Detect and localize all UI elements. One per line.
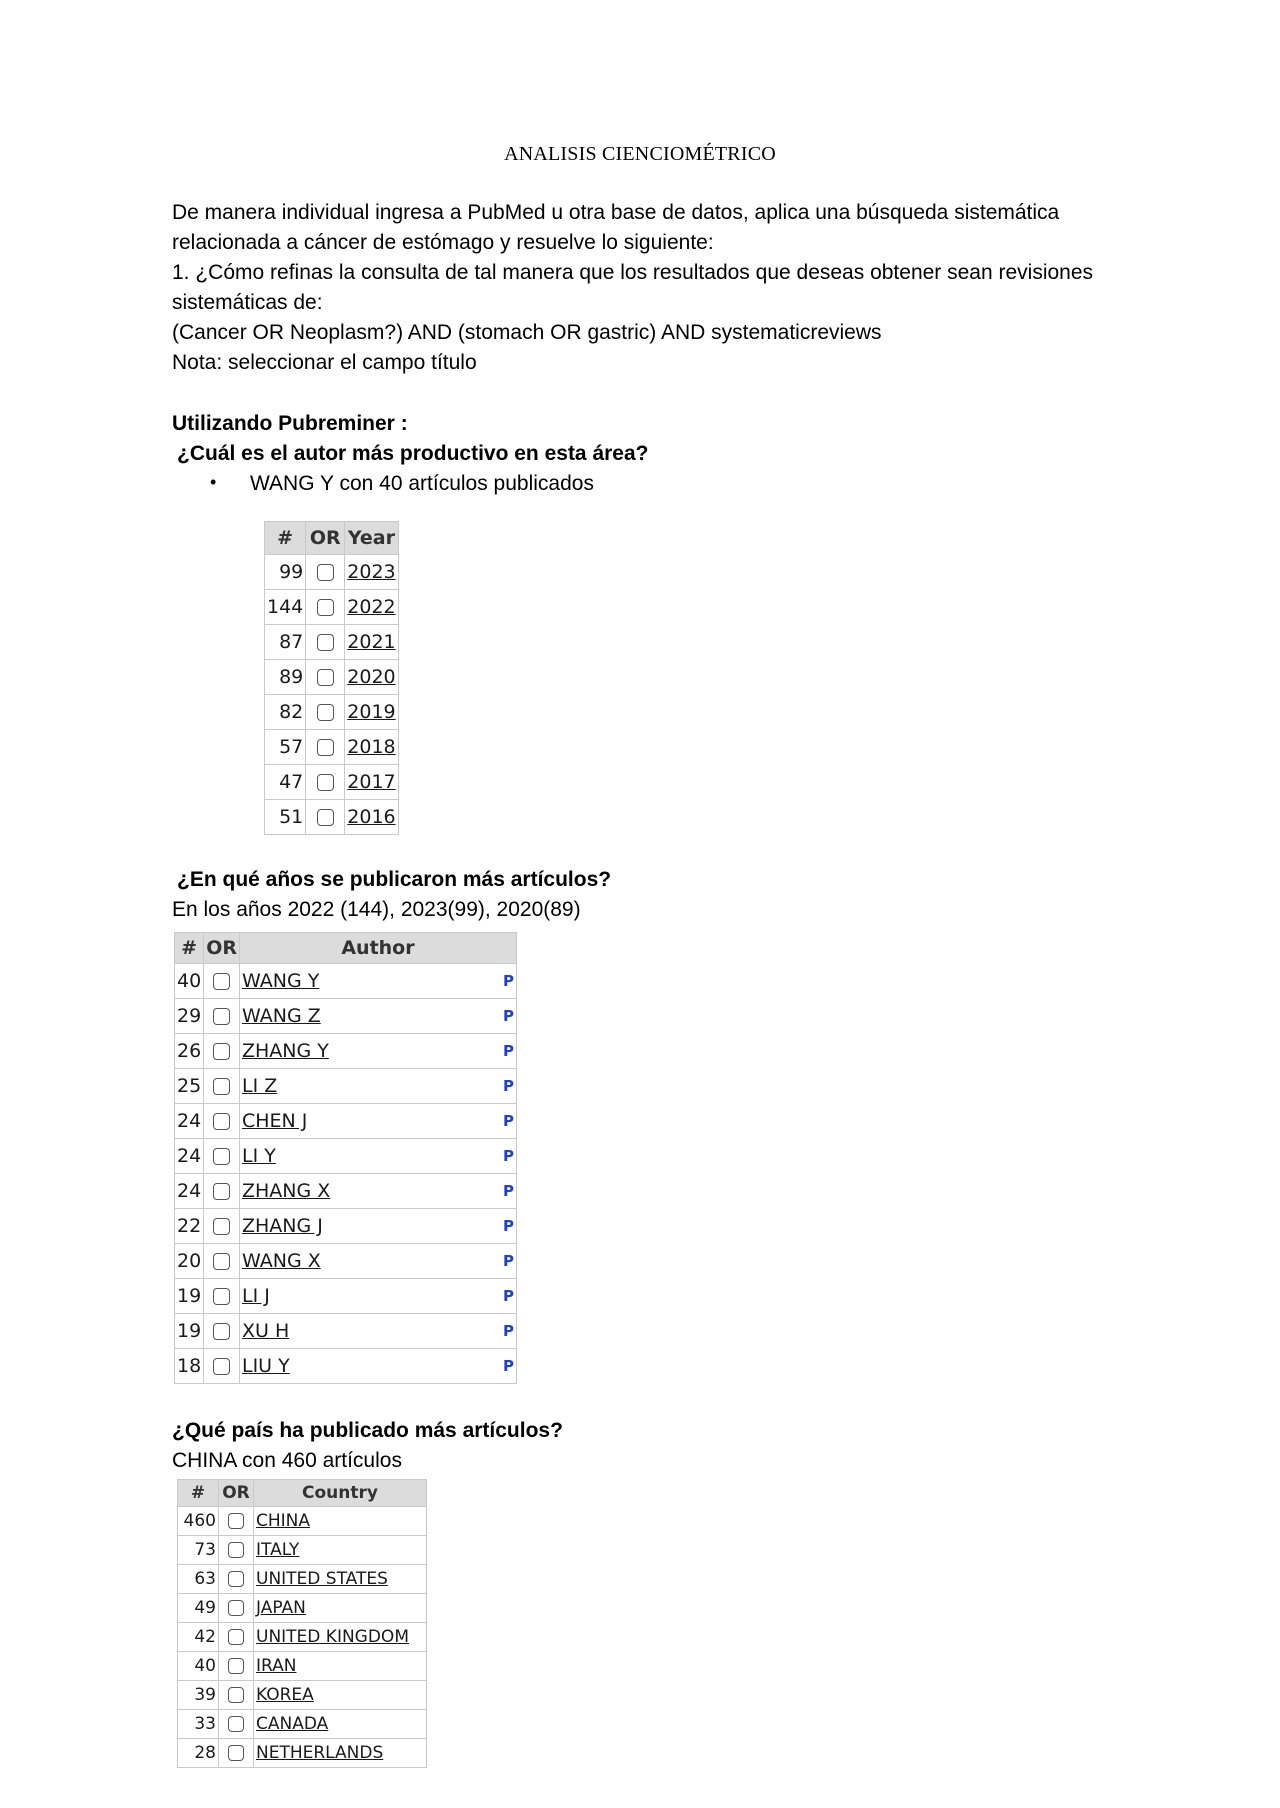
- or-checkbox-cell: [204, 999, 240, 1034]
- author-link[interactable]: WANG Y: [241, 970, 320, 992]
- table-row: [265, 695, 399, 730]
- year-cell: [345, 695, 398, 730]
- table-row: [178, 1710, 427, 1739]
- or-checkbox[interactable]: [317, 809, 334, 826]
- pubmed-link[interactable]: P: [477, 1104, 517, 1139]
- or-checkbox[interactable]: [213, 1323, 230, 1340]
- table-row: [265, 555, 399, 590]
- or-checkbox-cell: [306, 625, 345, 660]
- or-checkbox[interactable]: [317, 739, 334, 756]
- author-link[interactable]: CHEN J: [241, 1110, 308, 1132]
- year-cell: [345, 765, 398, 800]
- author-link[interactable]: LI Z: [241, 1075, 278, 1097]
- or-checkbox-cell: [204, 1174, 240, 1209]
- count-cell: 25: [175, 1069, 204, 1104]
- author-link[interactable]: WANG Z: [241, 1005, 321, 1027]
- author-cell: [239, 999, 476, 1034]
- or-checkbox[interactable]: [228, 1600, 244, 1616]
- intro-line: De manera individual ingresa a PubMed u otra base de datos, aplica una búsqueda sistemática: [172, 201, 1060, 224]
- country-cell: [254, 1710, 427, 1739]
- intro-line: 1. ¿Cómo refinas la consulta de tal manera que los resultados que deseas obtener sean revisiones: [172, 261, 1094, 284]
- year-link[interactable]: 2022: [347, 596, 396, 618]
- year-link[interactable]: 2019: [347, 701, 396, 723]
- table-row: [175, 1244, 517, 1279]
- table-row: [265, 765, 399, 800]
- or-checkbox[interactable]: [213, 1183, 230, 1200]
- count-cell: 19: [175, 1314, 204, 1349]
- or-checkbox-cell: [204, 1314, 240, 1349]
- or-checkbox-cell: [306, 555, 345, 590]
- or-checkbox[interactable]: [213, 1008, 230, 1025]
- count-cell: 24: [175, 1174, 204, 1209]
- count-cell: 22: [175, 1209, 204, 1244]
- pubmed-link[interactable]: P: [477, 1069, 517, 1104]
- year-link[interactable]: 2023: [347, 561, 396, 583]
- or-checkbox[interactable]: [317, 599, 334, 616]
- count-cell: 24: [175, 1139, 204, 1174]
- note-text: Nota: seleccionar el campo título: [172, 351, 477, 374]
- or-checkbox[interactable]: [213, 973, 230, 990]
- count-cell: 47: [265, 765, 306, 800]
- or-checkbox-cell: [219, 1739, 254, 1768]
- count-cell: 57: [265, 730, 306, 765]
- author-link[interactable]: ZHANG J: [241, 1215, 323, 1237]
- country-cell: [254, 1739, 427, 1768]
- country-cell: [254, 1594, 427, 1623]
- table-row: [175, 999, 517, 1034]
- pubmed-link[interactable]: P: [477, 1314, 517, 1349]
- pubmed-link[interactable]: P: [477, 999, 517, 1034]
- year-table: [264, 521, 399, 835]
- count-cell: 39: [178, 1681, 219, 1710]
- or-checkbox[interactable]: [317, 774, 334, 791]
- or-checkbox-cell: [219, 1681, 254, 1710]
- table-row: [178, 1536, 427, 1565]
- or-checkbox-cell: [306, 765, 345, 800]
- year-cell: [345, 590, 398, 625]
- or-checkbox-cell: [204, 1139, 240, 1174]
- count-cell: 82: [265, 695, 306, 730]
- table-row: [175, 1209, 517, 1244]
- count-cell: 42: [178, 1623, 219, 1652]
- year-cell: [345, 800, 398, 835]
- or-checkbox[interactable]: [228, 1542, 244, 1558]
- year-link[interactable]: 2017: [347, 771, 396, 793]
- count-cell: 99: [265, 555, 306, 590]
- country-cell: [254, 1681, 427, 1710]
- author-cell: [239, 964, 476, 999]
- or-checkbox-cell: [204, 1244, 240, 1279]
- pubmed-link[interactable]: P: [477, 1034, 517, 1069]
- author-cell: [239, 1244, 476, 1279]
- author-link[interactable]: LIU Y: [241, 1355, 290, 1377]
- or-checkbox-cell: [306, 730, 345, 765]
- author-cell: [239, 1104, 476, 1139]
- table-row: [178, 1739, 427, 1768]
- pubmed-link[interactable]: P: [477, 1139, 517, 1174]
- or-checkbox-cell: [219, 1652, 254, 1681]
- or-checkbox[interactable]: [228, 1658, 244, 1674]
- author-link[interactable]: WANG X: [241, 1250, 321, 1272]
- country-cell: [254, 1507, 427, 1536]
- column-header-or: OR: [219, 1480, 254, 1507]
- table-row: [178, 1507, 427, 1536]
- country-cell: [254, 1623, 427, 1652]
- year-link[interactable]: 2020: [347, 666, 396, 688]
- count-cell: 19: [175, 1279, 204, 1314]
- pubmed-link[interactable]: P: [477, 1279, 517, 1314]
- or-checkbox[interactable]: [228, 1571, 244, 1587]
- count-cell: 29: [175, 999, 204, 1034]
- table-row: [265, 625, 399, 660]
- or-checkbox[interactable]: [317, 704, 334, 721]
- country-link[interactable]: CANADA: [256, 1714, 329, 1734]
- count-cell: 87: [265, 625, 306, 660]
- count-cell: 24: [175, 1104, 204, 1139]
- answer-top-years: En los años 2022 (144), 2023(99), 2020(89): [172, 898, 581, 921]
- column-header-or: OR: [306, 522, 345, 555]
- table-row: [175, 1174, 517, 1209]
- count-cell: 28: [178, 1739, 219, 1768]
- search-query-text: (Cancer OR Neoplasm?) AND (stomach OR gastric) AND systematicreviews: [172, 321, 882, 344]
- table-row: [175, 1034, 517, 1069]
- table-row: [175, 1279, 517, 1314]
- or-checkbox-cell: [204, 1279, 240, 1314]
- author-cell: [239, 1069, 476, 1104]
- or-checkbox-cell: [219, 1507, 254, 1536]
- author-link[interactable]: ZHANG Y: [241, 1040, 329, 1062]
- count-cell: 33: [178, 1710, 219, 1739]
- table-row: [175, 964, 517, 999]
- author-link[interactable]: LI J: [241, 1285, 270, 1307]
- or-checkbox[interactable]: [317, 564, 334, 581]
- table-row: [265, 590, 399, 625]
- author-cell: [239, 1279, 476, 1314]
- country-link[interactable]: CHINA: [256, 1511, 311, 1531]
- count-cell: 73: [178, 1536, 219, 1565]
- or-checkbox[interactable]: [317, 634, 334, 651]
- document-title: ANALISIS CIENCIOMÉTRICO: [504, 143, 776, 165]
- column-header-count: #: [178, 1480, 219, 1507]
- author-cell: [239, 1209, 476, 1244]
- country-link[interactable]: NETHERLANDS: [256, 1743, 384, 1763]
- question-top-years: ¿En qué años se publicaron más artículos?: [177, 868, 612, 891]
- author-cell: [239, 1034, 476, 1069]
- table-header-row: [178, 1480, 427, 1507]
- table-row: [265, 730, 399, 765]
- or-checkbox-cell: [306, 695, 345, 730]
- pubmed-link[interactable]: P: [477, 964, 517, 999]
- pubmed-link[interactable]: P: [477, 1209, 517, 1244]
- or-checkbox[interactable]: [213, 1358, 230, 1375]
- table-row: [175, 1349, 517, 1384]
- pubmed-link[interactable]: P: [477, 1349, 517, 1384]
- intro-line: relacionada a cáncer de estómago y resuelve lo siguiente:: [172, 231, 714, 254]
- or-checkbox[interactable]: [213, 1113, 230, 1130]
- year-cell: [345, 660, 398, 695]
- author-table: [174, 932, 517, 1384]
- or-checkbox-cell: [219, 1565, 254, 1594]
- country-cell: [254, 1652, 427, 1681]
- country-cell: [254, 1536, 427, 1565]
- or-checkbox[interactable]: [213, 1218, 230, 1235]
- question-top-country: ¿Qué país ha publicado más artículos?: [172, 1419, 563, 1442]
- country-table: [177, 1479, 427, 1768]
- table-row: [175, 1314, 517, 1349]
- table-header-row: [175, 933, 517, 964]
- answer-top-author: WANG Y con 40 artículos publicados: [250, 472, 594, 495]
- answer-top-country: CHINA con 460 artículos: [172, 1449, 402, 1472]
- or-checkbox[interactable]: [228, 1629, 244, 1645]
- year-cell: [345, 555, 398, 590]
- country-link[interactable]: ITALY: [256, 1540, 300, 1560]
- or-checkbox[interactable]: [213, 1288, 230, 1305]
- or-checkbox-cell: [306, 590, 345, 625]
- or-checkbox-cell: [204, 964, 240, 999]
- or-checkbox[interactable]: [317, 669, 334, 686]
- country-link[interactable]: IRAN: [256, 1656, 297, 1676]
- table-row: [178, 1681, 427, 1710]
- column-header-author: Author: [239, 933, 516, 964]
- or-checkbox-cell: [204, 1209, 240, 1244]
- count-cell: 20: [175, 1244, 204, 1279]
- count-cell: 63: [178, 1565, 219, 1594]
- country-cell: [254, 1565, 427, 1594]
- or-checkbox[interactable]: [213, 1043, 230, 1060]
- column-header-or: OR: [204, 933, 240, 964]
- table-row: [178, 1565, 427, 1594]
- count-cell: 40: [175, 964, 204, 999]
- or-checkbox-cell: [204, 1034, 240, 1069]
- column-header-country: Country: [254, 1480, 427, 1507]
- or-checkbox-cell: [219, 1594, 254, 1623]
- table-row: [175, 1139, 517, 1174]
- count-cell: 49: [178, 1594, 219, 1623]
- or-checkbox[interactable]: [213, 1253, 230, 1270]
- country-link[interactable]: UNITED STATES: [256, 1569, 388, 1589]
- author-link[interactable]: ZHANG X: [241, 1180, 331, 1202]
- or-checkbox-cell: [306, 660, 345, 695]
- question-top-author: ¿Cuál es el autor más productivo en esta área?: [177, 442, 649, 465]
- count-cell: 18: [175, 1349, 204, 1384]
- year-link[interactable]: 2021: [347, 631, 396, 653]
- or-checkbox-cell: [204, 1104, 240, 1139]
- author-cell: [239, 1314, 476, 1349]
- table-row: [265, 660, 399, 695]
- author-cell: [239, 1174, 476, 1209]
- pubmed-link[interactable]: P: [477, 1244, 517, 1279]
- count-cell: 144: [265, 590, 306, 625]
- section-heading-tool: Utilizando Pubreminer :: [172, 412, 408, 435]
- country-link[interactable]: KOREA: [256, 1685, 314, 1705]
- pubmed-link[interactable]: P: [477, 1174, 517, 1209]
- or-checkbox[interactable]: [213, 1148, 230, 1165]
- column-header-count: #: [265, 522, 306, 555]
- column-header-year: Year: [345, 522, 398, 555]
- author-cell: [239, 1349, 476, 1384]
- or-checkbox-cell: [204, 1349, 240, 1384]
- table-row: [178, 1623, 427, 1652]
- year-link[interactable]: 2016: [347, 806, 396, 828]
- author-link[interactable]: XU H: [241, 1320, 290, 1342]
- intro-line: sistemáticas de:: [172, 291, 323, 314]
- country-link[interactable]: JAPAN: [256, 1598, 306, 1618]
- or-checkbox[interactable]: [228, 1687, 244, 1703]
- table-row: [175, 1069, 517, 1104]
- count-cell: 89: [265, 660, 306, 695]
- author-link[interactable]: LI Y: [241, 1145, 276, 1167]
- or-checkbox[interactable]: [228, 1716, 244, 1732]
- bullet-icon: •: [210, 472, 217, 492]
- year-cell: [345, 625, 398, 660]
- column-header-count: #: [175, 933, 204, 964]
- or-checkbox[interactable]: [228, 1513, 244, 1529]
- author-cell: [239, 1139, 476, 1174]
- table-header-row: [265, 522, 399, 555]
- or-checkbox[interactable]: [213, 1078, 230, 1095]
- table-row: [265, 800, 399, 835]
- or-checkbox-cell: [204, 1069, 240, 1104]
- or-checkbox-cell: [219, 1623, 254, 1652]
- or-checkbox[interactable]: [228, 1745, 244, 1761]
- table-row: [178, 1594, 427, 1623]
- count-cell: 51: [265, 800, 306, 835]
- year-cell: [345, 730, 398, 765]
- or-checkbox-cell: [219, 1536, 254, 1565]
- year-link[interactable]: 2018: [347, 736, 396, 758]
- or-checkbox-cell: [306, 800, 345, 835]
- count-cell: 26: [175, 1034, 204, 1069]
- table-row: [178, 1652, 427, 1681]
- table-row: [175, 1104, 517, 1139]
- count-cell: 40: [178, 1652, 219, 1681]
- or-checkbox-cell: [219, 1710, 254, 1739]
- country-link[interactable]: UNITED KINGDOM: [256, 1627, 409, 1647]
- count-cell: 460: [178, 1507, 219, 1536]
